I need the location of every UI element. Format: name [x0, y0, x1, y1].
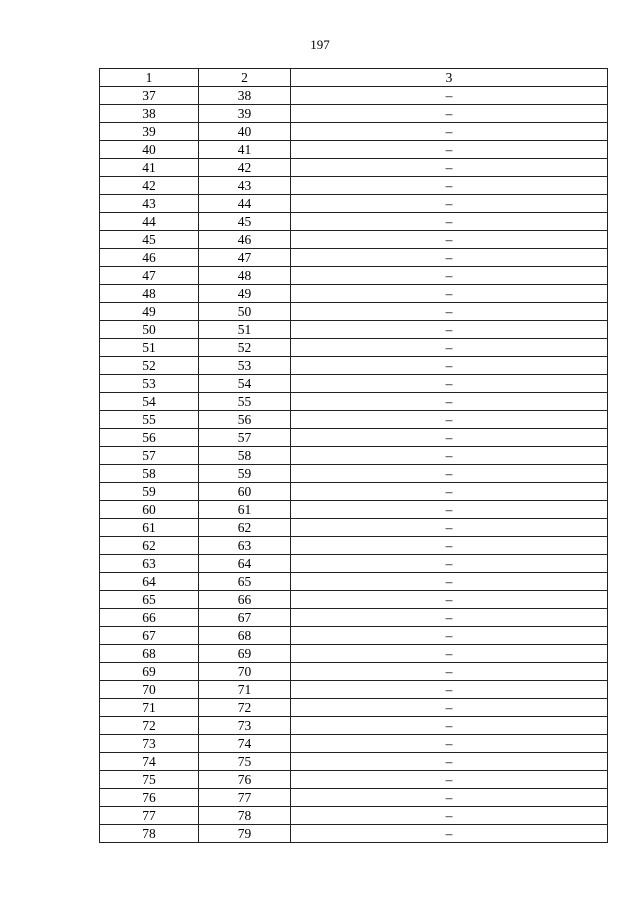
table-header-row: [100, 69, 608, 87]
table-cell-col1: 72: [100, 717, 199, 735]
table-cell-col3: –: [291, 303, 608, 321]
table-row: [100, 231, 608, 249]
table-cell-col2: 43: [199, 177, 291, 195]
table-cell-col2: 54: [199, 375, 291, 393]
table-row: [100, 627, 608, 645]
table-cell-col3: –: [291, 267, 608, 285]
table-cell-col2: 50: [199, 303, 291, 321]
table-cell-col2: 78: [199, 807, 291, 825]
table-cell-col2: 49: [199, 285, 291, 303]
table-cell-col1: 56: [100, 429, 199, 447]
table-cell-col3: –: [291, 717, 608, 735]
table-row: [100, 375, 608, 393]
table-cell-col1: 54: [100, 393, 199, 411]
table-cell-col1: 69: [100, 663, 199, 681]
table-row: [100, 141, 608, 159]
table-cell-col2: 66: [199, 591, 291, 609]
table-row: [100, 213, 608, 231]
table-cell-col1: 48: [100, 285, 199, 303]
table-row: [100, 645, 608, 663]
table-cell-col2: 73: [199, 717, 291, 735]
table-cell-col3: –: [291, 771, 608, 789]
table-cell-col1: 53: [100, 375, 199, 393]
table-cell-col3: –: [291, 501, 608, 519]
table-row: [100, 429, 608, 447]
table-cell-col2: 53: [199, 357, 291, 375]
table-row: [100, 663, 608, 681]
table-row: [100, 789, 608, 807]
table-cell-col2: 61: [199, 501, 291, 519]
table-cell-col2: 60: [199, 483, 291, 501]
table-cell-col2: 42: [199, 159, 291, 177]
table-row: [100, 717, 608, 735]
data-table: [99, 68, 608, 843]
table-cell-col1: 78: [100, 825, 199, 843]
table-cell-col3: –: [291, 231, 608, 249]
table-cell-col1: 76: [100, 789, 199, 807]
table-cell-col3: –: [291, 105, 608, 123]
table-row: [100, 123, 608, 141]
table-cell-col1: 45: [100, 231, 199, 249]
table-row: [100, 771, 608, 789]
table-row: [100, 339, 608, 357]
table-row: [100, 519, 608, 537]
table-cell-col3: –: [291, 609, 608, 627]
table-row: [100, 177, 608, 195]
table-cell-col3: –: [291, 627, 608, 645]
table-cell-col2: 74: [199, 735, 291, 753]
table-cell-col3: –: [291, 285, 608, 303]
table-cell-col1: 43: [100, 195, 199, 213]
table-cell-col2: 79: [199, 825, 291, 843]
table-cell-col3: –: [291, 555, 608, 573]
table-cell-col2: 64: [199, 555, 291, 573]
table-row: [100, 591, 608, 609]
table-cell-col2: 41: [199, 141, 291, 159]
table-cell-col2: 70: [199, 663, 291, 681]
table-row: [100, 573, 608, 591]
table-cell-col1: 40: [100, 141, 199, 159]
table-cell-col2: 57: [199, 429, 291, 447]
table-cell-col3: –: [291, 447, 608, 465]
table-cell-col2: 56: [199, 411, 291, 429]
table-row: [100, 321, 608, 339]
table-row: [100, 447, 608, 465]
table-cell-col3: –: [291, 159, 608, 177]
table-cell-col1: 55: [100, 411, 199, 429]
table-row: [100, 555, 608, 573]
table-cell-col2: 75: [199, 753, 291, 771]
table-row: [100, 807, 608, 825]
table-cell-col1: 62: [100, 537, 199, 555]
table-cell-col3: –: [291, 645, 608, 663]
table-cell-col3: –: [291, 411, 608, 429]
table-cell-col2: 48: [199, 267, 291, 285]
table-cell-col2: 77: [199, 789, 291, 807]
table-cell-col2: 63: [199, 537, 291, 555]
table-cell-col1: 46: [100, 249, 199, 267]
table-row: [100, 249, 608, 267]
table-cell-col1: 38: [100, 105, 199, 123]
column-header-1: 1: [100, 69, 199, 87]
table-row: [100, 267, 608, 285]
table-cell-col2: 59: [199, 465, 291, 483]
table-cell-col2: 39: [199, 105, 291, 123]
table-cell-col2: 51: [199, 321, 291, 339]
table-cell-col3: –: [291, 141, 608, 159]
table-cell-col3: –: [291, 249, 608, 267]
table-row: [100, 735, 608, 753]
table-row: [100, 609, 608, 627]
table-cell-col3: –: [291, 825, 608, 843]
table-cell-col1: 57: [100, 447, 199, 465]
table-row: [100, 753, 608, 771]
table-cell-col3: –: [291, 375, 608, 393]
table-row: [100, 537, 608, 555]
table-cell-col2: 71: [199, 681, 291, 699]
table-cell-col2: 38: [199, 87, 291, 105]
table-row: [100, 357, 608, 375]
table-cell-col2: 55: [199, 393, 291, 411]
table-cell-col1: 73: [100, 735, 199, 753]
table-cell-col3: –: [291, 123, 608, 141]
table-cell-col1: 42: [100, 177, 199, 195]
table-cell-col1: 61: [100, 519, 199, 537]
table-cell-col3: –: [291, 87, 608, 105]
table-cell-col2: 65: [199, 573, 291, 591]
table-cell-col3: –: [291, 537, 608, 555]
table-cell-col2: 40: [199, 123, 291, 141]
table-cell-col1: 66: [100, 609, 199, 627]
table-cell-col3: –: [291, 753, 608, 771]
table-cell-col3: –: [291, 213, 608, 231]
table-cell-col3: –: [291, 483, 608, 501]
table-row: [100, 501, 608, 519]
table-row: [100, 483, 608, 501]
table-cell-col3: –: [291, 519, 608, 537]
table-cell-col3: –: [291, 393, 608, 411]
table-cell-col3: –: [291, 321, 608, 339]
table-cell-col1: 65: [100, 591, 199, 609]
table-cell-col3: –: [291, 807, 608, 825]
column-header-3: 3: [291, 69, 608, 87]
table-cell-col2: 47: [199, 249, 291, 267]
table-cell-col3: –: [291, 177, 608, 195]
table-cell-col3: –: [291, 735, 608, 753]
table-cell-col1: 50: [100, 321, 199, 339]
table-row: [100, 285, 608, 303]
table-row: [100, 465, 608, 483]
table-cell-col3: –: [291, 357, 608, 375]
table-row: [100, 195, 608, 213]
table-cell-col1: 37: [100, 87, 199, 105]
table-cell-col2: 62: [199, 519, 291, 537]
table-row: [100, 303, 608, 321]
table-row: [100, 105, 608, 123]
table-cell-col1: 58: [100, 465, 199, 483]
table-cell-col3: –: [291, 681, 608, 699]
table-cell-col3: –: [291, 195, 608, 213]
table-cell-col3: –: [291, 699, 608, 717]
table-cell-col3: –: [291, 339, 608, 357]
table-cell-col2: 45: [199, 213, 291, 231]
table-cell-col3: –: [291, 789, 608, 807]
table-cell-col1: 52: [100, 357, 199, 375]
table-cell-col1: 74: [100, 753, 199, 771]
table-cell-col1: 44: [100, 213, 199, 231]
table-cell-col2: 44: [199, 195, 291, 213]
table-cell-col2: 72: [199, 699, 291, 717]
table-row: [100, 681, 608, 699]
table-cell-col2: 68: [199, 627, 291, 645]
table-cell-col1: 68: [100, 645, 199, 663]
table-cell-col1: 39: [100, 123, 199, 141]
table-cell-col3: –: [291, 429, 608, 447]
table-cell-col2: 52: [199, 339, 291, 357]
table-cell-col1: 70: [100, 681, 199, 699]
table-cell-col1: 63: [100, 555, 199, 573]
table-cell-col1: 49: [100, 303, 199, 321]
table-row: [100, 411, 608, 429]
table-cell-col1: 67: [100, 627, 199, 645]
table-cell-col3: –: [291, 591, 608, 609]
table-row: [100, 87, 608, 105]
table-cell-col1: 47: [100, 267, 199, 285]
table-cell-col2: 58: [199, 447, 291, 465]
page-number: 197: [310, 37, 330, 52]
table-cell-col1: 64: [100, 573, 199, 591]
table-cell-col3: –: [291, 663, 608, 681]
table-cell-col3: –: [291, 573, 608, 591]
table-cell-col1: 75: [100, 771, 199, 789]
table-cell-col1: 77: [100, 807, 199, 825]
table-cell-col1: 41: [100, 159, 199, 177]
table-row: [100, 699, 608, 717]
table-row: [100, 393, 608, 411]
table-cell-col1: 60: [100, 501, 199, 519]
table-cell-col1: 59: [100, 483, 199, 501]
table-cell-col2: 69: [199, 645, 291, 663]
table-cell-col3: –: [291, 465, 608, 483]
table-row: [100, 159, 608, 177]
table-row: [100, 825, 608, 843]
table-cell-col2: 46: [199, 231, 291, 249]
table-body: [100, 87, 608, 843]
table-cell-col2: 76: [199, 771, 291, 789]
table-cell-col2: 67: [199, 609, 291, 627]
column-header-2: 2: [199, 69, 291, 87]
table-cell-col1: 71: [100, 699, 199, 717]
table-cell-col1: 51: [100, 339, 199, 357]
